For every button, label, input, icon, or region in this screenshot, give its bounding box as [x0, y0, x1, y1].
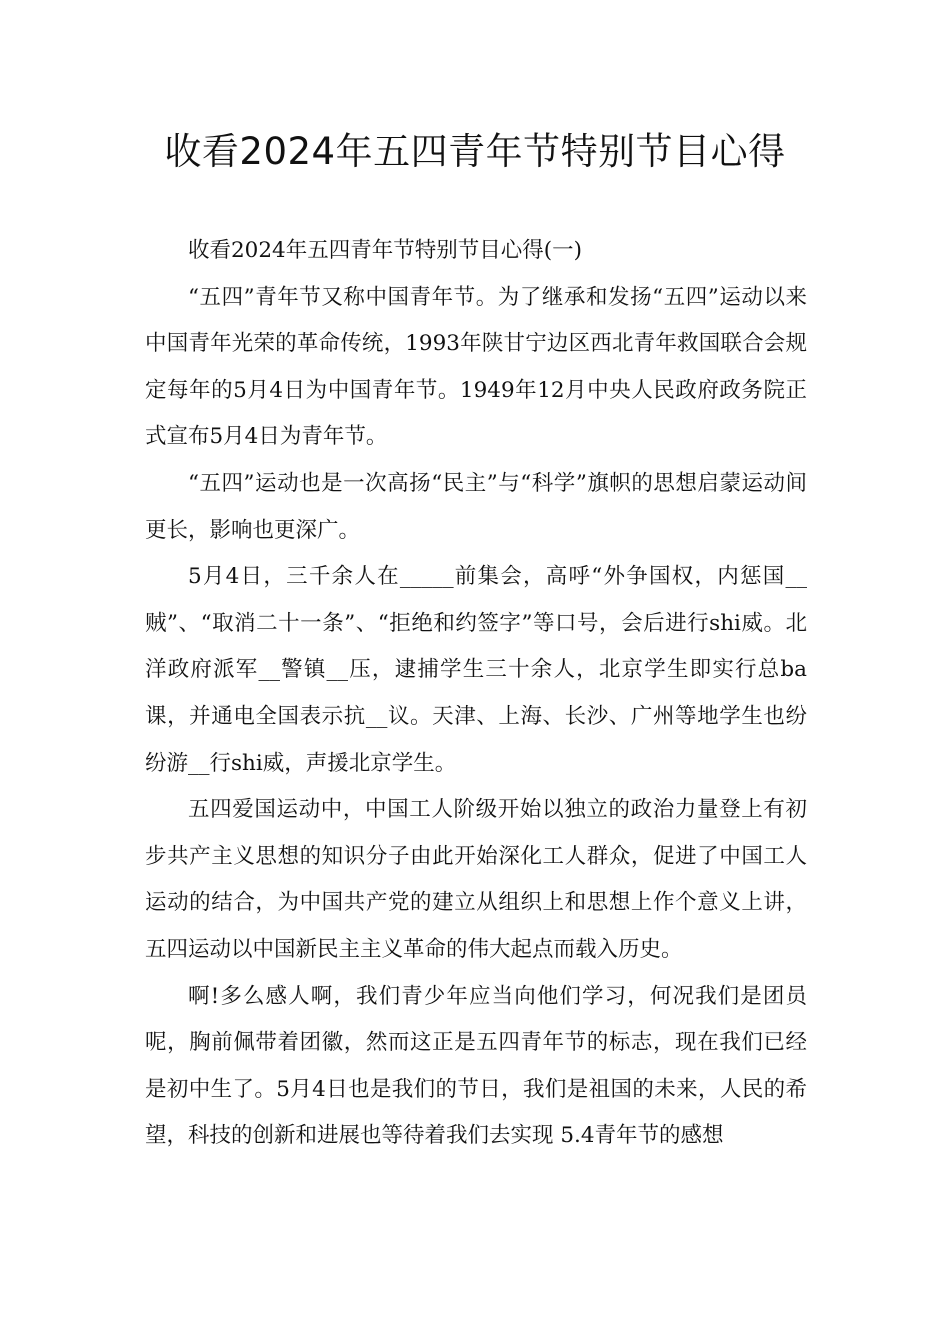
- paragraph-subtitle: 收看2024年五四青年节特别节目心得(一): [188, 238, 582, 263]
- document-body: [145, 228, 807, 1160]
- document-title: 收看2024年五四青年节特别节目心得: [164, 130, 786, 173]
- paragraph: 5月4日，三千余人在_____前集会，高呼“外争国权，内惩国__贼”、“取消二十一条”、“拒绝和约签字”等口号，会后进行shi威。北洋政府派军__警镇__压，逮捕学生三十余人，北京学生即实行总ba课，并通电全国表示抗__议。天津、上海、长沙、广州等地学生也纷纷游__行shi威，声援北京学生。: [145, 564, 807, 776]
- paragraph: 啊!多么感人啊，我们青少年应当向他们学习，何况我们是团员呢，胸前佩带着团徽，然而这正是五四青年节的标志，现在我们已经是初中生了。5月4日也是我们的节日，我们是祖国的未来，人民的希望，科技的创新和进展也等待着我们去实现 5.4青年节的感想: [145, 983, 807, 1149]
- paragraph: 五四爱国运动中，中国工人阶级开始以独立的政治力量登上有初步共产主义思想的知识分子由此开始深化工人群众，促进了中国工人运动的结合，为中国共产党的建立从组织上和思想上作个意义上讲，五四运动以中国新民主主义革命的伟大起点而载入历史。: [145, 797, 807, 962]
- paragraph: “五四”运动也是一次高扬“民主”与“科学”旗帜的思想启蒙运动间更长，影响也更深广。: [145, 470, 807, 543]
- paragraph: “五四”青年节又称中国青年节。为了继承和发扬“五四”运动以来中国青年光荣的革命传统，1993年陕甘宁边区西北青年救国联合会规定每年的5月4日为中国青年节。1949年12月中央人民政府政务院正式宣布5月4日为青年节。: [145, 284, 807, 450]
